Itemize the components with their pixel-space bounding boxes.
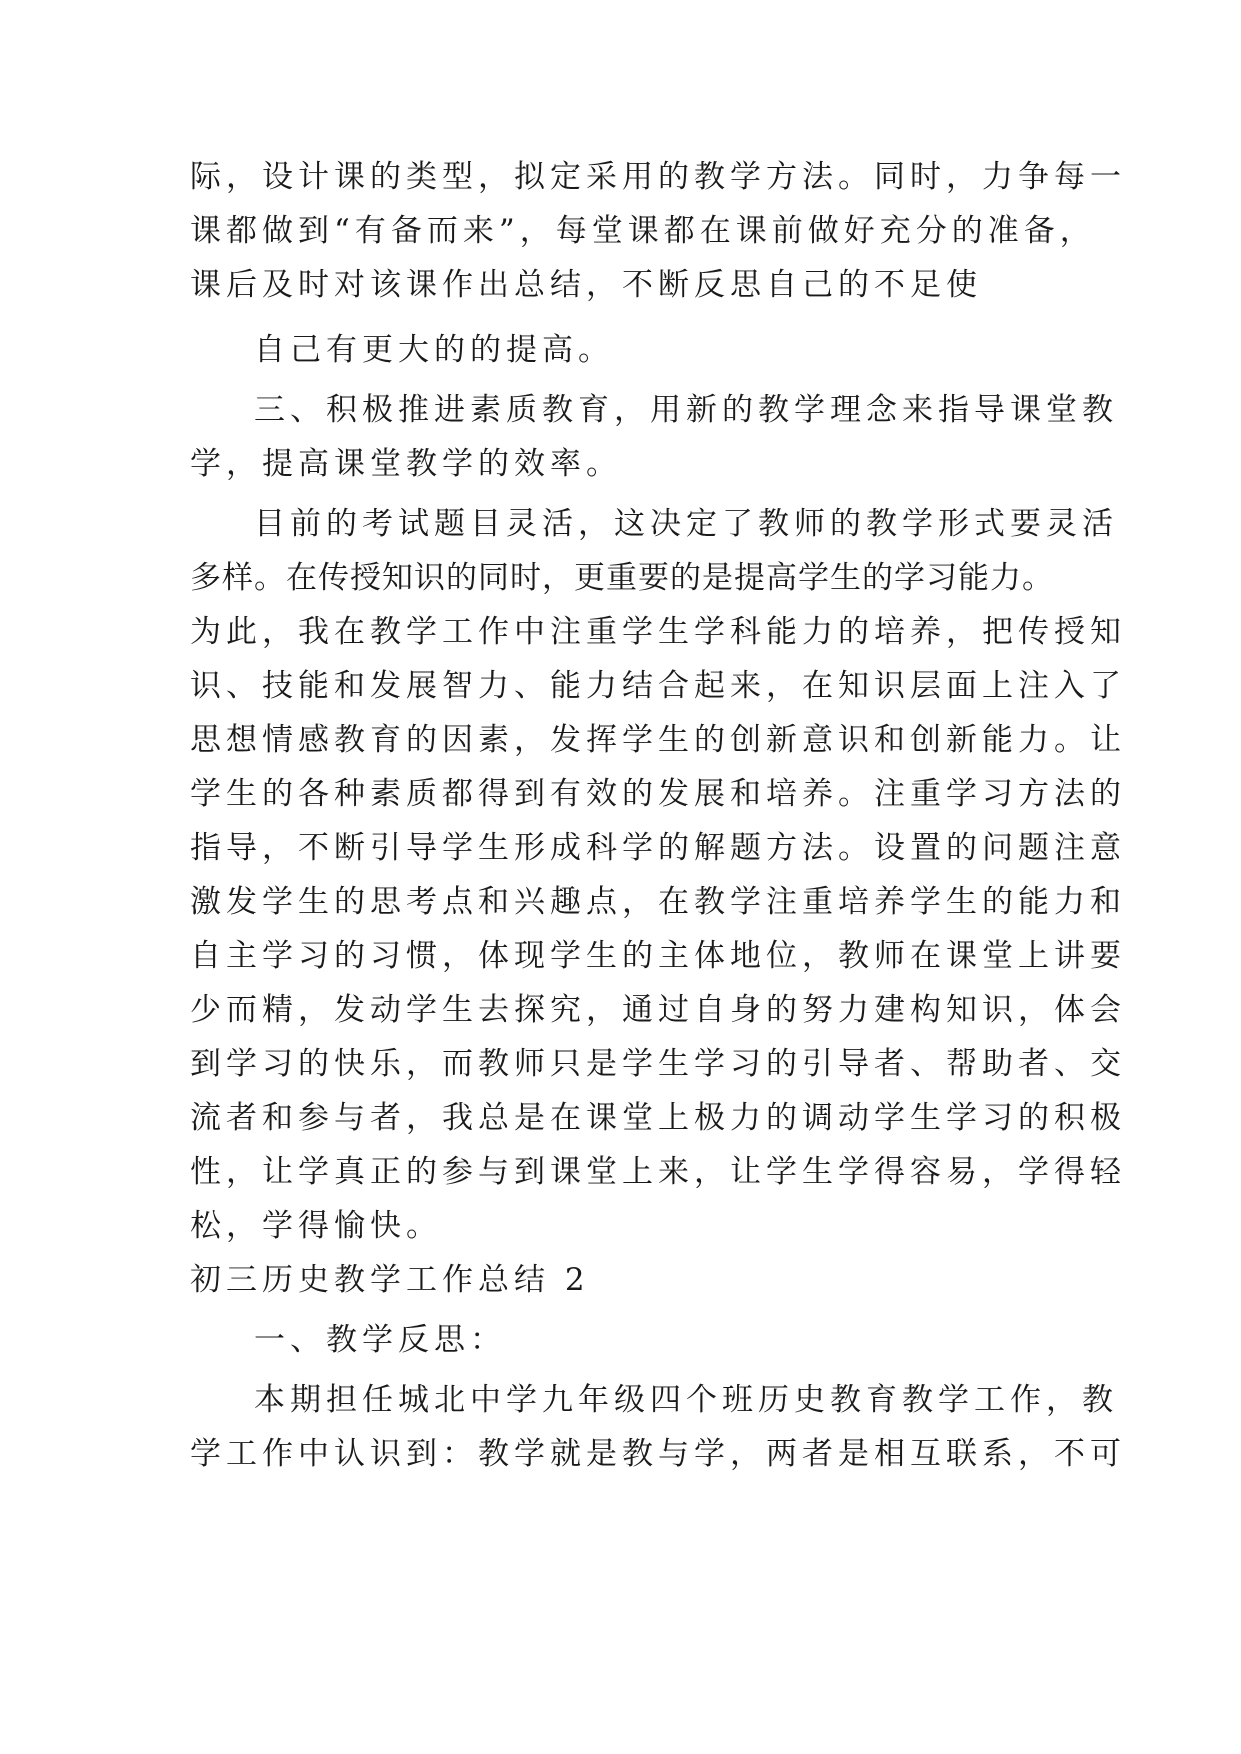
- text-line: 识、技能和发展智力、能力结合起来，在知识层面上注入了: [190, 668, 1126, 704]
- text-line: 激发学生的思考点和兴趣点，在教学注重培养学生的能力和: [190, 884, 1126, 920]
- text-line: 性，让学真正的参与到课堂上来，让学生学得容易，学得轻: [190, 1154, 1126, 1190]
- text-line: 学生的各种素质都得到有效的发展和培养。注重学习方法的: [190, 776, 1126, 812]
- text-line: 课后及时对该课作出总结，不断反思自己的不足使: [190, 267, 982, 303]
- text-line: 少而精，发动学生去探究，通过自身的努力建构知识，体会: [190, 992, 1126, 1028]
- text-line: 际，设计课的类型，拟定采用的教学方法。同时，力争每一: [190, 159, 1126, 195]
- text-line: 松，学得愉快。: [190, 1208, 442, 1244]
- text-line: 思想情感教育的因素，发挥学生的创新意识和创新能力。让: [190, 722, 1126, 758]
- text-line: 课都做到“有备而来”，每堂课都在课前做好充分的准备，: [190, 213, 1096, 249]
- document-body: [190, 150, 1126, 1481]
- text-line: 学，提高课堂教学的效率。: [190, 446, 622, 482]
- text-line: 自己有更大的的提高。: [254, 332, 614, 368]
- section-heading: 三、积极推进素质教育，用新的教学理念来指导课堂教: [254, 392, 1118, 428]
- text-line: 自主学习的习惯，体现学生的主体地位，教师在课堂上讲要: [190, 938, 1126, 974]
- text-line: 多样。在传授知识的同时，更重要的是提高学生的学习能力。: [190, 560, 1054, 596]
- section-heading: 一、教学反思：: [254, 1322, 506, 1358]
- text-line: 学工作中认识到：教学就是教与学，两者是相互联系，不可: [190, 1436, 1126, 1472]
- text-line: 为此，我在教学工作中注重学生学科能力的培养，把传授知: [190, 614, 1126, 650]
- text-line: 本期担任城北中学九年级四个班历史教育教学工作，教: [254, 1382, 1118, 1418]
- text-line: 流者和参与者，我总是在课堂上极力的调动学生学习的积极: [190, 1100, 1126, 1136]
- text-line: 到学习的快乐，而教师只是学生学习的引导者、帮助者、交: [190, 1046, 1126, 1082]
- text-line: 目前的考试题目灵活，这决定了教师的教学形式要灵活: [254, 506, 1118, 542]
- document-title: 初三历史教学工作总结 2: [190, 1262, 590, 1298]
- text-line: 指导，不断引导学生形成科学的解题方法。设置的问题注意: [190, 830, 1126, 866]
